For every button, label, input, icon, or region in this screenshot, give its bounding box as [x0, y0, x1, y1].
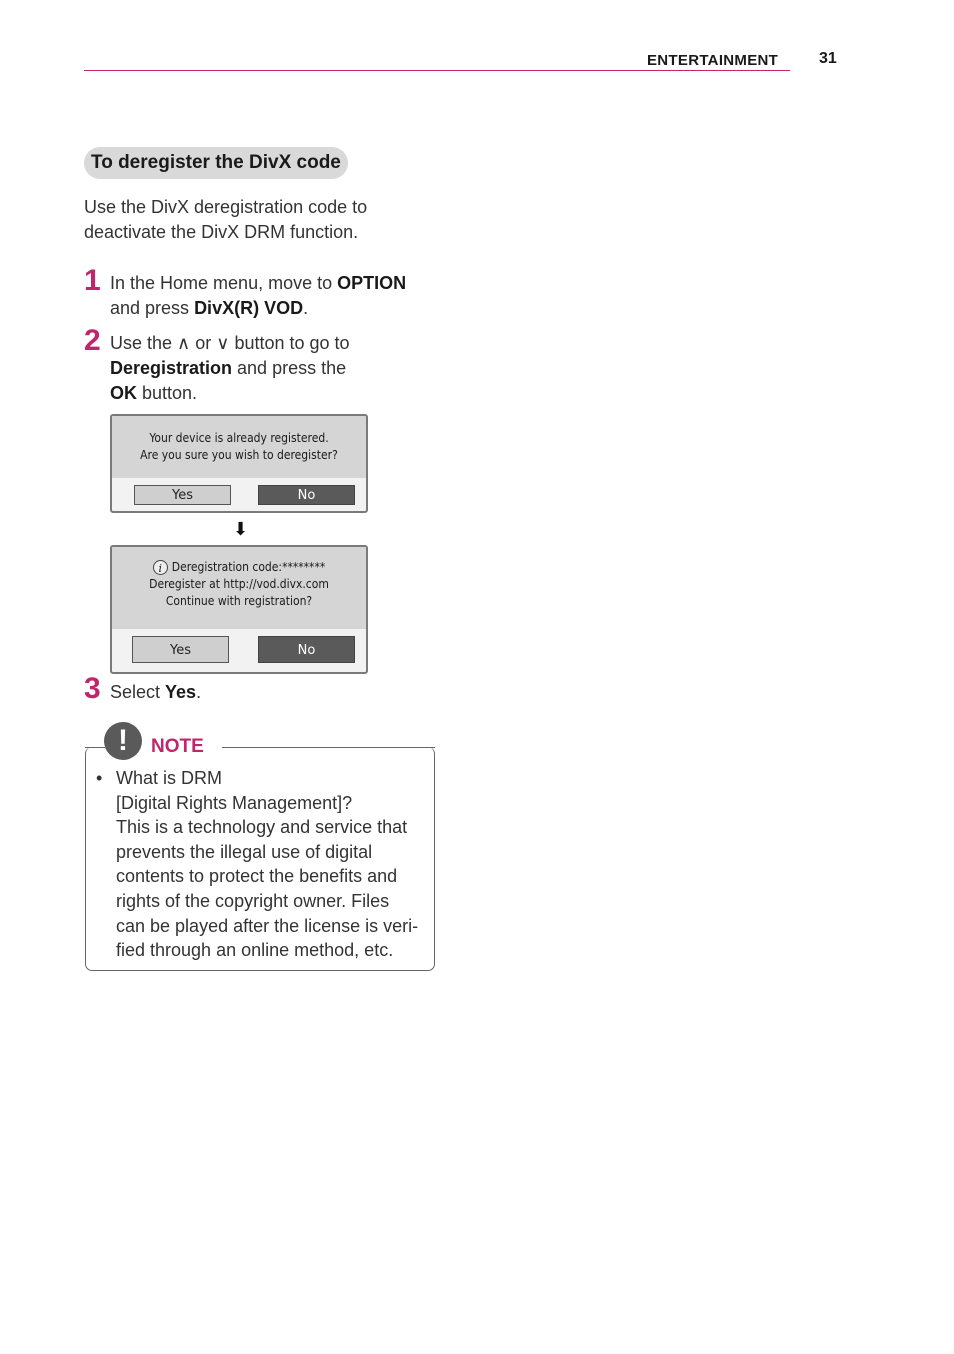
step-3-number: 3: [84, 672, 101, 705]
no-button[interactable]: No: [258, 485, 355, 505]
page-number: 31: [819, 50, 837, 67]
step-2-number: 2: [84, 324, 101, 357]
note-border: [85, 747, 105, 748]
deregister-confirm-dialog: [110, 414, 368, 513]
note-border: [222, 747, 435, 748]
header-divider: [84, 70, 790, 71]
section-heading: To deregister the DivX code: [84, 147, 348, 179]
yes-button[interactable]: Yes: [134, 485, 231, 505]
intro-paragraph: Use the DivX deregistration code to deactivate the DivX DRM function.: [84, 197, 368, 242]
dialog-message: Your device is already registered. Are you sure you wish to deregister?: [112, 416, 366, 478]
down-arrow-icon: ⬇: [233, 519, 249, 540]
bullet-icon: •: [96, 768, 103, 788]
step-2-text: Use the ∧ or ∨ button to go to Deregistration and press the OK button.: [110, 333, 350, 403]
info-icon: i: [153, 560, 168, 575]
up-arrow-icon: ∧: [177, 333, 191, 353]
note-text: What is DRM [Digital Rights Management]? This is a technology and service that prevents the illegal use of digital contents to protect the benefits and rights of the copyright owner. Files can be played after the license is veri- fied through an online method, etc.: [116, 768, 419, 961]
exclamation-icon: !: [104, 722, 142, 760]
step-3-text: Select Yes.: [110, 682, 202, 702]
no-button[interactable]: No: [258, 636, 355, 663]
note-title: NOTE: [151, 736, 204, 757]
step-1-number: 1: [84, 264, 101, 297]
down-arrow-icon: ∨: [216, 333, 230, 353]
section-title: ENTERTAINMENT: [647, 52, 779, 69]
yes-button[interactable]: Yes: [132, 636, 229, 663]
deregistration-code-dialog: [110, 545, 368, 674]
step-1-text: In the Home menu, move to OPTION and press DivX(R) VOD.: [110, 273, 407, 318]
dialog-message: i Deregistration code:******** Deregister at http://vod.divx.com Continue with registration?: [112, 547, 366, 629]
